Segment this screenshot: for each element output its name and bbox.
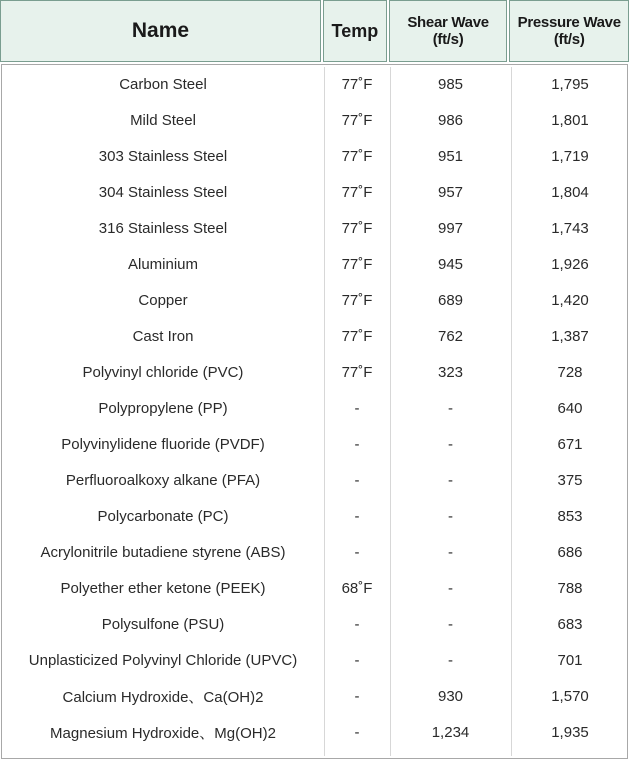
cell-pressure-wave: 686	[557, 543, 583, 561]
cell-shear-wave: 323	[437, 363, 464, 381]
cell-pressure-wave: 1,570	[551, 687, 589, 705]
cell-pressure-wave: 1,420	[551, 291, 589, 309]
cell-pressure-wave: 1,387	[551, 327, 589, 345]
cell-shear-wave: -	[448, 471, 453, 489]
cell-name: Perfluoroalkoxy alkane (PFA)	[65, 471, 261, 489]
table-row	[2, 318, 629, 354]
cell-shear-wave: 997	[437, 219, 464, 237]
table-row	[2, 210, 629, 246]
cell-name: Aluminium	[127, 255, 199, 273]
cell-pressure-wave: 1,795	[551, 75, 589, 93]
cell-temp: -	[354, 615, 360, 633]
cell-pressure-wave: 1,743	[551, 219, 589, 237]
cell-pressure-wave: 1,801	[551, 111, 589, 129]
cell-pressure-wave: 683	[557, 615, 583, 633]
cell-shear-wave: -	[448, 579, 453, 597]
cell-shear-wave: 985	[437, 75, 464, 93]
cell-pressure-wave: 788	[557, 579, 583, 597]
cell-name: Polyvinylidene fluoride (PVDF)	[61, 435, 265, 453]
table-row	[2, 66, 629, 102]
cell-shear-wave: 1,234	[431, 723, 470, 741]
table-row	[2, 642, 629, 678]
cell-name: Calcium Hydroxide、Ca(OH)2	[62, 688, 264, 706]
header-temp: Temp	[323, 0, 387, 62]
cell-shear-wave: 957	[437, 183, 464, 201]
header-shear-wave	[389, 0, 508, 62]
cell-temp: 77˚F	[341, 327, 373, 345]
cell-name: Acrylonitrile butadiene styrene (ABS)	[40, 543, 286, 561]
header-pressure-wave	[509, 0, 629, 62]
cell-pressure-wave: 701	[557, 651, 583, 669]
cell-temp: 77˚F	[341, 219, 373, 237]
table-body	[1, 64, 628, 759]
cell-shear-wave: 689	[437, 291, 464, 309]
table-row	[2, 102, 629, 138]
cell-name: 304 Stainless Steel	[98, 183, 228, 201]
cell-shear-wave: 951	[437, 147, 464, 165]
cell-shear-wave: -	[448, 399, 453, 417]
cell-pressure-wave: 375	[557, 471, 583, 489]
table-row	[2, 570, 629, 606]
header-name: Name	[0, 0, 321, 62]
cell-name: Polysulfone (PSU)	[101, 615, 225, 633]
cell-pressure-wave: 853	[557, 507, 583, 525]
table-row	[2, 174, 629, 210]
table-row	[2, 534, 629, 570]
cell-pressure-wave: 1,719	[551, 147, 589, 165]
cell-temp: -	[354, 471, 360, 489]
cell-shear-wave: 930	[437, 687, 464, 705]
cell-shear-wave: -	[448, 507, 453, 525]
cell-name: Carbon Steel	[119, 75, 207, 93]
cell-pressure-wave: 1,804	[551, 183, 589, 201]
table-row	[2, 462, 629, 498]
cell-pressure-wave: 640	[557, 399, 583, 417]
cell-temp: 77˚F	[341, 111, 373, 129]
cell-temp: 77˚F	[341, 363, 373, 381]
table-row	[2, 138, 629, 174]
cell-name: Polyether ether ketone (PEEK)	[60, 579, 266, 597]
cell-shear-wave: -	[448, 651, 453, 669]
cell-shear-wave: -	[448, 543, 453, 561]
cell-temp: 77˚F	[341, 183, 373, 201]
cell-temp: -	[354, 507, 360, 525]
cell-temp: 77˚F	[341, 75, 373, 93]
cell-name: Unplasticized Polyvinyl Chloride (UPVC)	[28, 651, 298, 669]
cell-temp: 77˚F	[341, 147, 373, 165]
cell-name: Magnesium Hydroxide、Mg(OH)2	[50, 724, 276, 742]
table-header	[0, 0, 629, 62]
cell-temp: -	[354, 399, 360, 417]
cell-name: Polypropylene (PP)	[98, 399, 228, 417]
cell-shear-wave: 986	[437, 111, 464, 129]
cell-name: Polycarbonate (PC)	[97, 507, 229, 525]
cell-temp: -	[354, 687, 360, 705]
header-pressure-wave-title: Pressure Wave	[517, 14, 621, 31]
header-shear-wave-unit: (ft/s)	[432, 31, 464, 48]
table-row	[2, 498, 629, 534]
table-row	[2, 354, 629, 390]
cell-pressure-wave: 1,926	[551, 255, 589, 273]
table-row	[2, 282, 629, 318]
cell-name: 303 Stainless Steel	[98, 147, 228, 165]
table-row	[2, 246, 629, 282]
header-pressure-wave-unit: (ft/s)	[553, 31, 585, 48]
cell-temp: -	[354, 651, 360, 669]
cell-temp: 77˚F	[341, 255, 373, 273]
cell-shear-wave: 762	[437, 327, 464, 345]
cell-temp: -	[354, 435, 360, 453]
cell-name: Cast Iron	[132, 327, 194, 345]
cell-pressure-wave: 1,935	[551, 723, 589, 741]
table-row	[2, 678, 629, 714]
cell-shear-wave: 945	[437, 255, 464, 273]
cell-name: 316 Stainless Steel	[98, 219, 228, 237]
table-row	[2, 390, 629, 426]
cell-name: Copper	[138, 291, 188, 309]
cell-pressure-wave: 728	[557, 363, 583, 381]
header-shear-wave-title: Shear Wave	[407, 14, 489, 31]
table-row	[2, 426, 629, 462]
cell-shear-wave: -	[448, 615, 453, 633]
cell-pressure-wave: 671	[557, 435, 583, 453]
cell-name: Polyvinyl chloride (PVC)	[82, 363, 244, 381]
cell-temp: -	[354, 723, 360, 741]
table-row	[2, 606, 629, 642]
cell-temp: 77˚F	[341, 291, 373, 309]
cell-temp: -	[354, 543, 360, 561]
table-row	[2, 714, 629, 750]
cell-shear-wave: -	[448, 435, 453, 453]
cell-temp: 68˚F	[341, 579, 373, 597]
cell-name: Mild Steel	[130, 111, 196, 129]
